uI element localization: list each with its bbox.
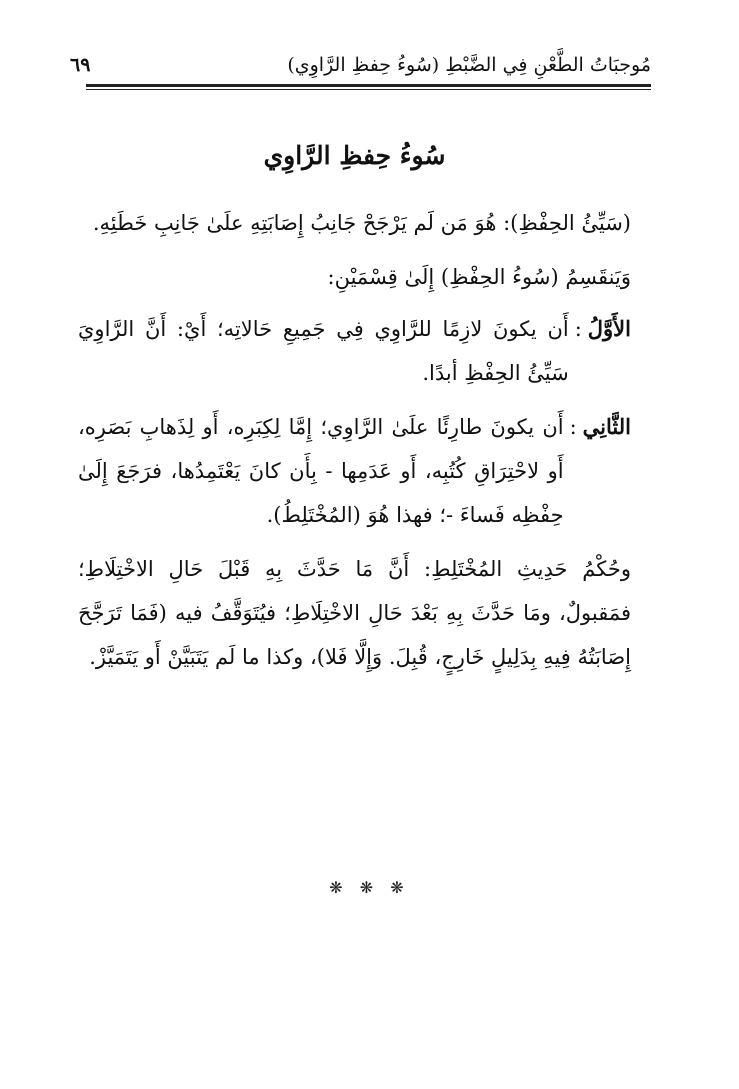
division-paragraph: وَيَنقَسِمُ (سُوءُ الحِفْظِ) إِلَىٰ قِسْمَيْنِ: (327, 264, 631, 289)
category-second (78, 405, 631, 537)
category-text: أَن يكونَ لازِمًا للرَّاوِي فِي جَمِيعِ حَالاتِه؛ أَيْ: أَنَّ الرَّاوِيَ سَيِّئُ الحِفْظِ أبدًا. (78, 316, 569, 385)
running-header (70, 46, 651, 86)
label-colon: : (574, 316, 582, 341)
section-heading: سُوءُ حِفظِ الرَّاوِي (263, 141, 446, 170)
running-title: مُوجبَاتُ الطَّعْنِ فِي الضَّبْطِ (سُوءُ حِفظِ الرَّاوِي) (287, 54, 651, 76)
header-rule-thin (86, 89, 651, 90)
page-number: ٦٩ (70, 54, 91, 76)
category-label: الثَّانِي (582, 413, 631, 439)
definition-paragraph: (سَيِّئُ الحِفْظِ): هُوَ مَن لَم يَرْجَحْ جَانِبُ إِصَابَتِهِ علَىٰ جَانِبِ خَطَئِهِ. (92, 210, 631, 235)
header-rule-thick (86, 84, 651, 87)
category-text: أَن يكونَ طارِئًا علَىٰ الرَّاوِي؛ إِمَّا لِكِبَرِه، أَو لِذَهابِ بَصَرِه، أَو لاحْتِرَاقِ كُتُبِه، أَو عَدَمِها - بِأَن كانَ يَعْتَمِدُها، فرَجَعَ إِلَىٰ حِفْظِه فَساءَ -؛ فهذا هُوَ (المُخْتَلِطُ). (78, 414, 564, 527)
page-body (78, 140, 631, 687)
category-first (78, 307, 631, 395)
label-colon: : (569, 414, 577, 439)
section-end-ornament: ❋ ❋ ❋ (329, 878, 410, 897)
category-label: الأَوَّلُ (587, 315, 631, 341)
ruling-paragraph: وحُكْمُ حَدِيثِ المُخْتَلِطِ: أَنَّ مَا حَدَّثَ بِهِ قَبْلَ حَالِ الاخْتِلَاطِ؛ فمَقبولٌ، ومَا حَدَّثَ بِهِ بَعْدَ حَالِ الاخْتِلَاطِ؛ فيُتَوَقَّفُ فيه (فَمَا تَرَجَّحَ إِصَابَتُهُ فِيهِ بِدَلِيلٍ خَارِجٍ، قُبِلَ. وَإِلَّا فَلا)، وكذا ما لَم يَتَبَيَّنْ أَو يَتَمَيَّزْ. (78, 556, 631, 669)
